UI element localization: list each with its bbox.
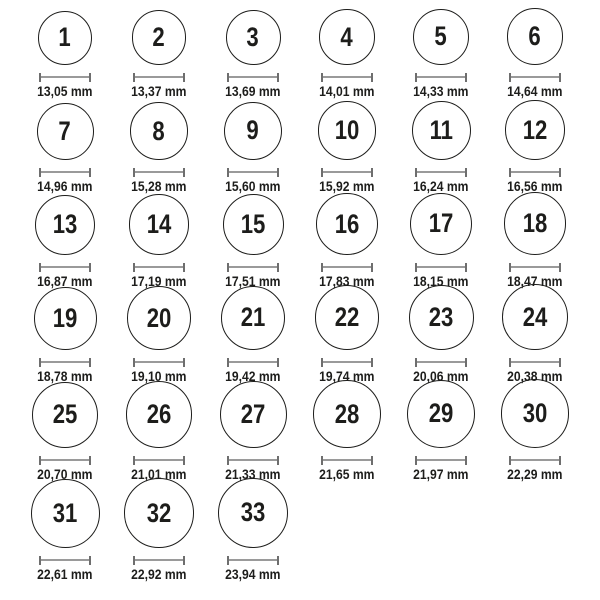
diameter-ruler-icon xyxy=(321,263,373,272)
ring-size-item xyxy=(206,292,300,387)
ring-size-number: 16 xyxy=(334,208,360,239)
ring-size-item xyxy=(488,292,582,387)
ring-size-number: 18 xyxy=(522,208,548,239)
diameter-ruler-line xyxy=(323,266,371,268)
ring-size-number: 6 xyxy=(528,21,542,52)
ring-size-circle xyxy=(34,287,97,350)
ring-size-circle xyxy=(409,285,474,350)
diameter-label: 19,74 mm xyxy=(319,368,375,384)
diameter-label: 14,01 mm xyxy=(319,83,375,99)
diameter-label: 15,60 mm xyxy=(225,178,281,194)
diameter-ruler-icon xyxy=(39,168,91,177)
ring-size-circle xyxy=(224,102,282,160)
diameter-ruler-line xyxy=(41,76,89,78)
ring-size-circle xyxy=(410,193,472,255)
diameter-ruler-line xyxy=(229,559,277,561)
ring-size-row xyxy=(18,197,582,292)
ring-size-circle xyxy=(505,100,565,160)
diameter-ruler-line xyxy=(323,76,371,78)
ring-size-circle xyxy=(38,11,92,65)
diameter-ruler-icon xyxy=(321,456,373,465)
diameter-ruler-line xyxy=(229,171,277,173)
ring-size-number: 12 xyxy=(522,114,548,145)
diameter-ruler-icon xyxy=(227,358,279,367)
ring-size-circle xyxy=(37,103,94,160)
diameter-ruler-line xyxy=(417,76,465,78)
diameter-label: 20,70 mm xyxy=(37,466,93,482)
diameter-ruler-icon xyxy=(133,358,185,367)
diameter-ruler-icon xyxy=(415,73,467,82)
ring-size-row xyxy=(18,2,582,102)
diameter-ruler-icon xyxy=(509,73,561,82)
ring-size-item xyxy=(112,292,206,387)
ring-size-circle xyxy=(318,101,377,160)
ring-size-circle xyxy=(127,286,191,350)
diameter-label: 16,56 mm xyxy=(507,178,563,194)
diameter-ruler-icon xyxy=(321,168,373,177)
ring-size-circle xyxy=(315,285,380,350)
diameter-ruler-line xyxy=(41,459,89,461)
diameter-ruler-icon xyxy=(227,456,279,465)
diameter-label: 21,33 mm xyxy=(225,466,281,482)
diameter-label: 18,47 mm xyxy=(507,273,563,289)
diameter-ruler-line xyxy=(135,171,183,173)
diameter-label: 14,33 mm xyxy=(413,83,469,99)
ring-size-circle xyxy=(407,380,475,448)
diameter-label: 21,01 mm xyxy=(131,466,187,482)
diameter-label: 23,94 mm xyxy=(225,566,281,582)
diameter-ruler-line xyxy=(511,361,559,363)
diameter-ruler-line xyxy=(417,459,465,461)
ring-size-item xyxy=(488,2,582,102)
diameter-label: 20,38 mm xyxy=(507,368,563,384)
ring-size-item xyxy=(206,485,300,585)
diameter-label: 15,28 mm xyxy=(131,178,187,194)
ring-size-row xyxy=(18,292,582,387)
ring-size-number: 31 xyxy=(52,497,78,528)
ring-size-number: 5 xyxy=(434,21,448,52)
ring-size-number: 20 xyxy=(146,302,172,333)
diameter-ruler-line xyxy=(135,266,183,268)
diameter-label: 17,19 mm xyxy=(131,273,187,289)
diameter-label: 13,05 mm xyxy=(37,83,93,99)
ring-size-circle xyxy=(132,10,187,65)
ring-size-circle xyxy=(220,381,287,448)
ring-size-number: 14 xyxy=(146,209,172,240)
diameter-label: 14,96 mm xyxy=(37,178,93,194)
ring-size-number: 7 xyxy=(58,115,72,146)
diameter-ruler-line xyxy=(41,266,89,268)
ring-size-item xyxy=(488,387,582,485)
ring-size-item xyxy=(394,387,488,485)
diameter-ruler-icon xyxy=(509,168,561,177)
ring-size-item xyxy=(300,2,394,102)
ring-size-number: 25 xyxy=(52,399,78,430)
ring-size-item xyxy=(300,102,394,197)
ring-size-circle xyxy=(316,193,378,255)
ring-size-number: 30 xyxy=(522,398,548,429)
ring-size-circle xyxy=(31,479,100,548)
ring-size-number: 15 xyxy=(240,208,266,239)
diameter-ruler-line xyxy=(229,361,277,363)
diameter-ruler-icon xyxy=(133,263,185,272)
diameter-ruler-line xyxy=(417,171,465,173)
ring-size-number: 11 xyxy=(429,114,453,145)
ring-size-circle xyxy=(502,284,568,350)
ring-size-item xyxy=(18,387,112,485)
ring-size-number: 26 xyxy=(146,399,172,430)
ring-size-item xyxy=(394,197,488,292)
diameter-ruler-icon xyxy=(227,556,279,565)
ring-size-circle xyxy=(319,9,375,65)
diameter-ruler-icon xyxy=(133,556,185,565)
ring-size-number: 32 xyxy=(146,497,172,528)
ring-size-number: 3 xyxy=(246,21,260,52)
diameter-label: 21,65 mm xyxy=(319,466,375,482)
diameter-ruler-icon xyxy=(509,456,561,465)
ring-size-circle xyxy=(223,194,284,255)
diameter-ruler-line xyxy=(135,459,183,461)
diameter-ruler-icon xyxy=(39,358,91,367)
diameter-ruler-line xyxy=(511,76,559,78)
ring-size-item xyxy=(394,292,488,387)
diameter-label: 18,15 mm xyxy=(413,273,469,289)
ring-size-item xyxy=(18,2,112,102)
diameter-label: 22,29 mm xyxy=(507,466,563,482)
diameter-label: 18,78 mm xyxy=(37,368,93,384)
diameter-ruler-icon xyxy=(39,456,91,465)
ring-size-number: 22 xyxy=(334,302,360,333)
ring-size-item xyxy=(18,197,112,292)
diameter-label: 19,42 mm xyxy=(225,368,281,384)
diameter-label: 19,10 mm xyxy=(131,368,187,384)
ring-size-number: 1 xyxy=(58,22,72,53)
ring-size-item xyxy=(206,2,300,102)
ring-size-circle xyxy=(412,101,471,160)
diameter-label: 21,97 mm xyxy=(413,466,469,482)
diameter-ruler-line xyxy=(511,459,559,461)
ring-size-row xyxy=(18,485,582,585)
diameter-ruler-icon xyxy=(133,168,185,177)
ring-size-item xyxy=(394,102,488,197)
diameter-ruler-icon xyxy=(39,263,91,272)
ring-size-number: 33 xyxy=(240,497,266,528)
ring-size-number: 21 xyxy=(240,302,266,333)
diameter-ruler-icon xyxy=(415,456,467,465)
diameter-ruler-line xyxy=(511,171,559,173)
ring-size-item xyxy=(112,387,206,485)
diameter-label: 20,06 mm xyxy=(413,368,469,384)
ring-size-number: 23 xyxy=(428,301,454,332)
ring-size-number: 24 xyxy=(522,301,548,332)
diameter-ruler-icon xyxy=(227,168,279,177)
diameter-label: 22,92 mm xyxy=(131,566,187,582)
ring-size-item xyxy=(206,387,300,485)
ring-size-number: 29 xyxy=(428,398,454,429)
diameter-label: 17,51 mm xyxy=(225,273,281,289)
diameter-ruler-icon xyxy=(321,73,373,82)
diameter-ruler-line xyxy=(417,361,465,363)
diameter-ruler-icon xyxy=(415,168,467,177)
ring-size-item xyxy=(112,197,206,292)
ring-size-item xyxy=(488,197,582,292)
diameter-ruler-line xyxy=(323,361,371,363)
diameter-ruler-line xyxy=(41,171,89,173)
ring-size-item xyxy=(488,102,582,197)
ring-size-number: 10 xyxy=(334,115,360,146)
diameter-ruler-line xyxy=(135,76,183,78)
diameter-ruler-icon xyxy=(227,263,279,272)
ring-size-number: 19 xyxy=(52,302,78,333)
ring-size-circle xyxy=(126,381,193,448)
diameter-ruler-line xyxy=(135,559,183,561)
diameter-label: 15,92 mm xyxy=(319,178,375,194)
diameter-ruler-line xyxy=(417,266,465,268)
ring-size-circle xyxy=(313,380,381,448)
diameter-ruler-icon xyxy=(133,456,185,465)
diameter-ruler-icon xyxy=(509,263,561,272)
ring-size-item xyxy=(300,197,394,292)
ring-size-circle xyxy=(226,10,281,65)
ring-size-item xyxy=(18,102,112,197)
ring-size-item xyxy=(18,485,112,585)
diameter-ruler-icon xyxy=(227,73,279,82)
ring-size-number: 8 xyxy=(152,115,166,146)
diameter-label: 16,87 mm xyxy=(37,273,93,289)
diameter-ruler-icon xyxy=(415,263,467,272)
ring-size-circle xyxy=(124,478,194,548)
ring-size-number: 28 xyxy=(334,398,360,429)
ring-size-circle xyxy=(221,286,285,350)
diameter-ruler-line xyxy=(135,361,183,363)
ring-size-circle xyxy=(218,478,288,548)
ring-size-item xyxy=(300,292,394,387)
diameter-ruler-icon xyxy=(321,358,373,367)
diameter-ruler-line xyxy=(41,559,89,561)
diameter-ruler-line xyxy=(323,459,371,461)
ring-size-circle xyxy=(413,9,469,65)
ring-size-circle xyxy=(35,195,95,255)
diameter-ruler-line xyxy=(229,76,277,78)
ring-size-item xyxy=(394,2,488,102)
ring-size-item xyxy=(18,292,112,387)
diameter-ruler-icon xyxy=(39,73,91,82)
diameter-label: 22,61 mm xyxy=(37,566,93,582)
ring-size-item xyxy=(206,197,300,292)
ring-size-row xyxy=(18,102,582,197)
diameter-ruler-icon xyxy=(39,556,91,565)
diameter-label: 14,64 mm xyxy=(507,83,563,99)
ring-size-number: 27 xyxy=(240,398,266,429)
ring-size-circle xyxy=(507,8,564,65)
diameter-label: 16,24 mm xyxy=(413,178,469,194)
ring-size-item xyxy=(112,2,206,102)
diameter-label: 17,83 mm xyxy=(319,273,375,289)
diameter-ruler-icon xyxy=(133,73,185,82)
ring-size-number: 13 xyxy=(52,209,78,240)
ring-size-row xyxy=(18,387,582,485)
ring-size-circle xyxy=(504,192,567,255)
diameter-ruler-icon xyxy=(509,358,561,367)
diameter-ruler-line xyxy=(511,266,559,268)
ring-size-number: 4 xyxy=(340,21,354,52)
ring-size-item xyxy=(112,485,206,585)
ring-size-item xyxy=(112,102,206,197)
diameter-ruler-line xyxy=(229,459,277,461)
ring-size-circle xyxy=(501,379,570,448)
ring-size-circle xyxy=(130,102,188,160)
ring-size-circle xyxy=(32,382,98,448)
ring-size-item xyxy=(206,102,300,197)
diameter-label: 13,69 mm xyxy=(225,83,281,99)
diameter-label: 13,37 mm xyxy=(131,83,187,99)
ring-size-circle xyxy=(129,194,190,255)
diameter-ruler-line xyxy=(229,266,277,268)
ring-size-number: 17 xyxy=(428,208,454,239)
diameter-ruler-line xyxy=(41,361,89,363)
diameter-ruler-line xyxy=(323,171,371,173)
diameter-ruler-icon xyxy=(415,358,467,367)
ring-size-number: 9 xyxy=(246,115,260,146)
ring-size-number: 2 xyxy=(152,22,166,53)
ring-size-item xyxy=(300,387,394,485)
